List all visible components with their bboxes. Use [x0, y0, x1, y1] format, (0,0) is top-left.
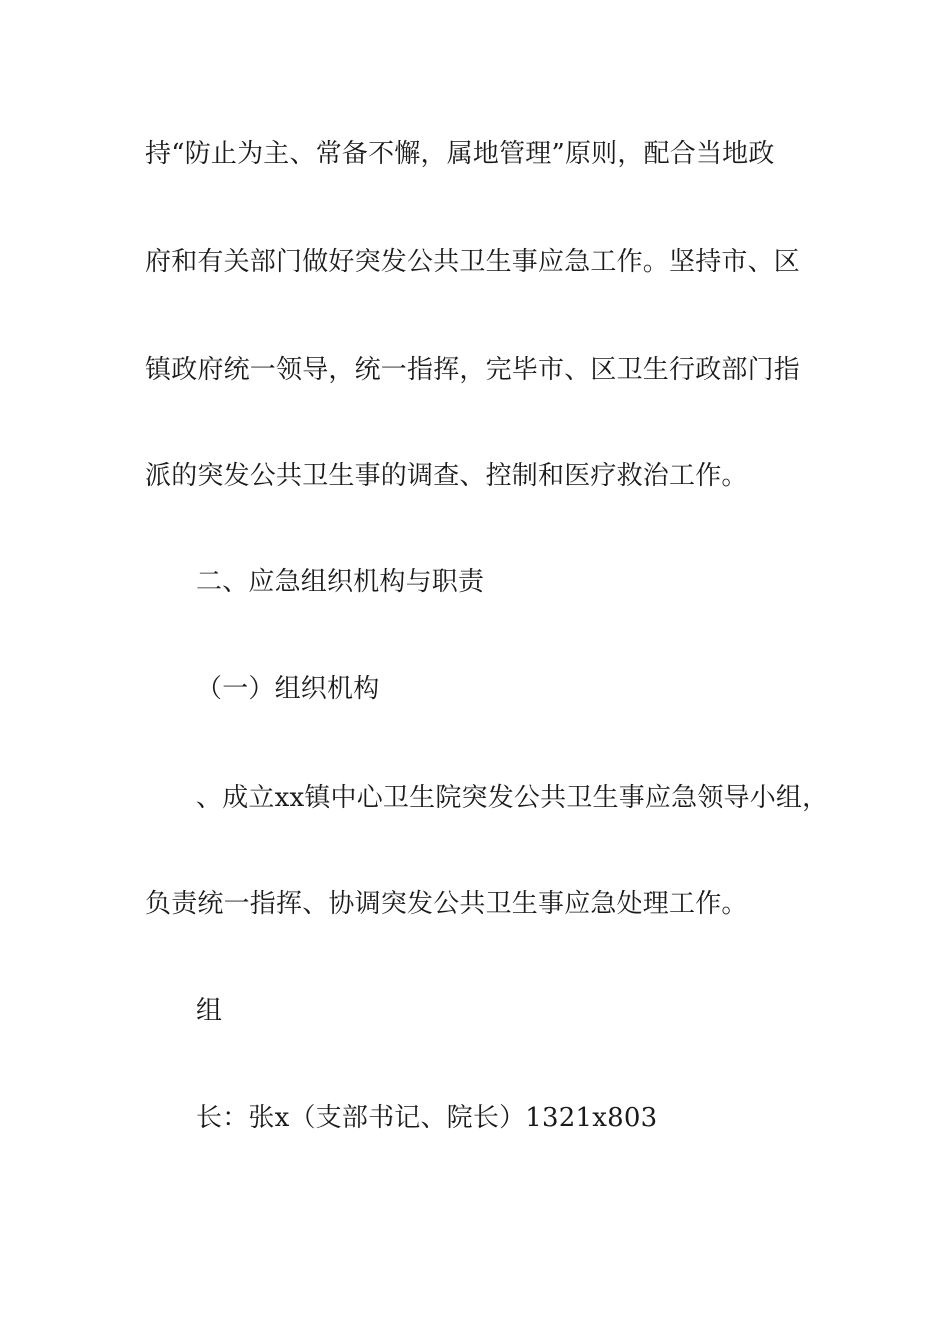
- paragraph-line-4: 派的突发公共卫生事的调查、控制和医疗救治工作。: [145, 461, 748, 491]
- section-heading: 二、应急组织机构与职责: [196, 567, 485, 597]
- paragraph-line-1: 持“防止为主、常备不懈，属地管理”原则，配合当地政: [145, 139, 775, 169]
- paragraph-line-3: 镇政府统一领导，统一指挥，完毕市、区卫生行政部门指: [145, 355, 801, 385]
- paragraph-line-6: 负责统一指挥、协调突发公共卫生事应急处理工作。: [145, 889, 748, 919]
- leader-line: 长：张x（支部书记、院长）1321x803: [196, 1103, 658, 1133]
- paragraph-line-5: 、成立xx镇中心卫生院突发公共卫生事应急领导小组，: [196, 783, 829, 813]
- list-label: 组: [196, 996, 223, 1026]
- paragraph-line-2: 府和有关部门做好突发公共卫生事应急工作。坚持市、区: [145, 247, 801, 277]
- subsection-heading: （一）组织机构: [196, 674, 380, 704]
